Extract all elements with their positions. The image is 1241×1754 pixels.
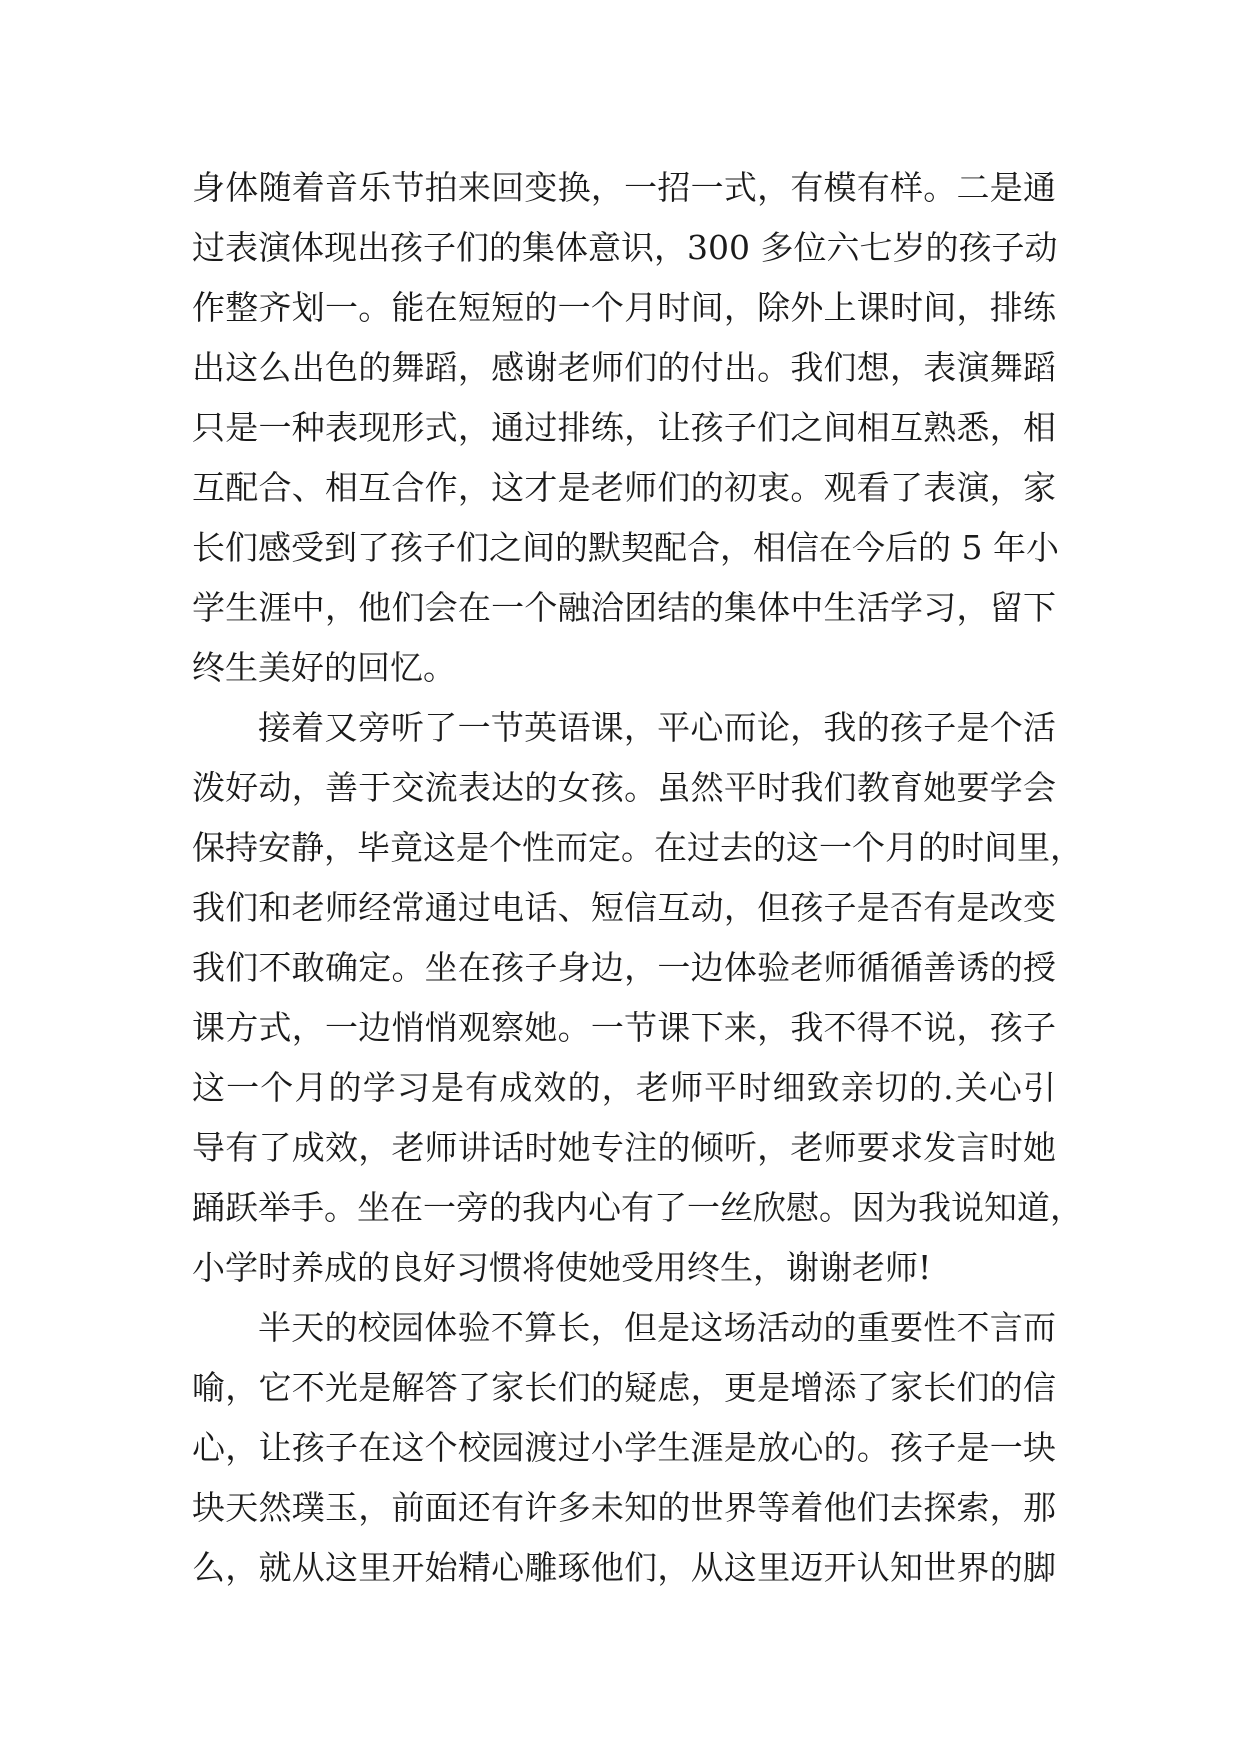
text-line: 喻，它不光是解答了家长们的疑虑，更是增添了家长们的信 bbox=[192, 1368, 1056, 1407]
text-line: 块天然璞玉，前面还有许多未知的世界等着他们去探索，那 bbox=[192, 1488, 1056, 1527]
text-line: 这一个月的学习是有成效的，老师平时细致亲切的.关心引 bbox=[192, 1068, 1056, 1107]
text-line: 我们和老师经常通过电话、短信互动，但孩子是否有是改变 bbox=[192, 888, 1056, 927]
paragraph-first-line: 接着又旁听了一节英语课，平心而论，我的孩子是个活 bbox=[258, 708, 1056, 747]
text-line: 身体随着音乐节拍来回变换，一招一式，有模有样。二是通 bbox=[192, 168, 1056, 207]
text-line: 泼好动，善于交流表达的女孩。虽然平时我们教育她要学会 bbox=[192, 768, 1056, 807]
body-text bbox=[192, 158, 1083, 1598]
text-line: 过表演体现出孩子们的集体意识，300 多位六七岁的孩子动 bbox=[192, 228, 1058, 267]
text-line: 作整齐划一。能在短短的一个月时间，除外上课时间，排练 bbox=[192, 288, 1056, 327]
text-line: 心，让孩子在这个校园渡过小学生涯是放心的。孩子是一块 bbox=[192, 1428, 1056, 1467]
text-line: 踊跃举手。坐在一旁的我内心有了一丝欣慰。因为我说知道， bbox=[192, 1188, 1083, 1227]
text-line: 保持安静，毕竟这是个性而定。在过去的这一个月的时间里， bbox=[192, 828, 1083, 867]
text-line: 长们感受到了孩子们之间的默契配合，相信在今后的 5 年小 bbox=[192, 528, 1059, 567]
text-line: 么，就从这里开始精心雕琢他们，从这里迈开认知世界的脚 bbox=[192, 1548, 1056, 1587]
paragraph-first-line: 半天的校园体验不算长，但是这场活动的重要性不言而 bbox=[258, 1308, 1056, 1347]
text-line: 小学时养成的良好习惯将使她受用终生，谢谢老师! bbox=[192, 1248, 932, 1287]
text-line: 导有了成效，老师讲话时她专注的倾听，老师要求发言时她 bbox=[192, 1128, 1056, 1167]
text-line: 我们不敢确定。坐在孩子身边，一边体验老师循循善诱的授 bbox=[192, 948, 1056, 987]
text-line: 互配合、相互合作，这才是老师们的初衷。观看了表演，家 bbox=[192, 468, 1056, 507]
text-line: 只是一种表现形式，通过排练，让孩子们之间相互熟悉，相 bbox=[192, 408, 1056, 447]
text-line: 课方式，一边悄悄观察她。一节课下来，我不得不说，孩子 bbox=[192, 1008, 1056, 1047]
text-line: 学生涯中，他们会在一个融洽团结的集体中生活学习，留下 bbox=[192, 588, 1056, 627]
text-line: 终生美好的回忆。 bbox=[192, 648, 456, 687]
text-line: 出这么出色的舞蹈，感谢老师们的付出。我们想，表演舞蹈 bbox=[192, 348, 1056, 387]
